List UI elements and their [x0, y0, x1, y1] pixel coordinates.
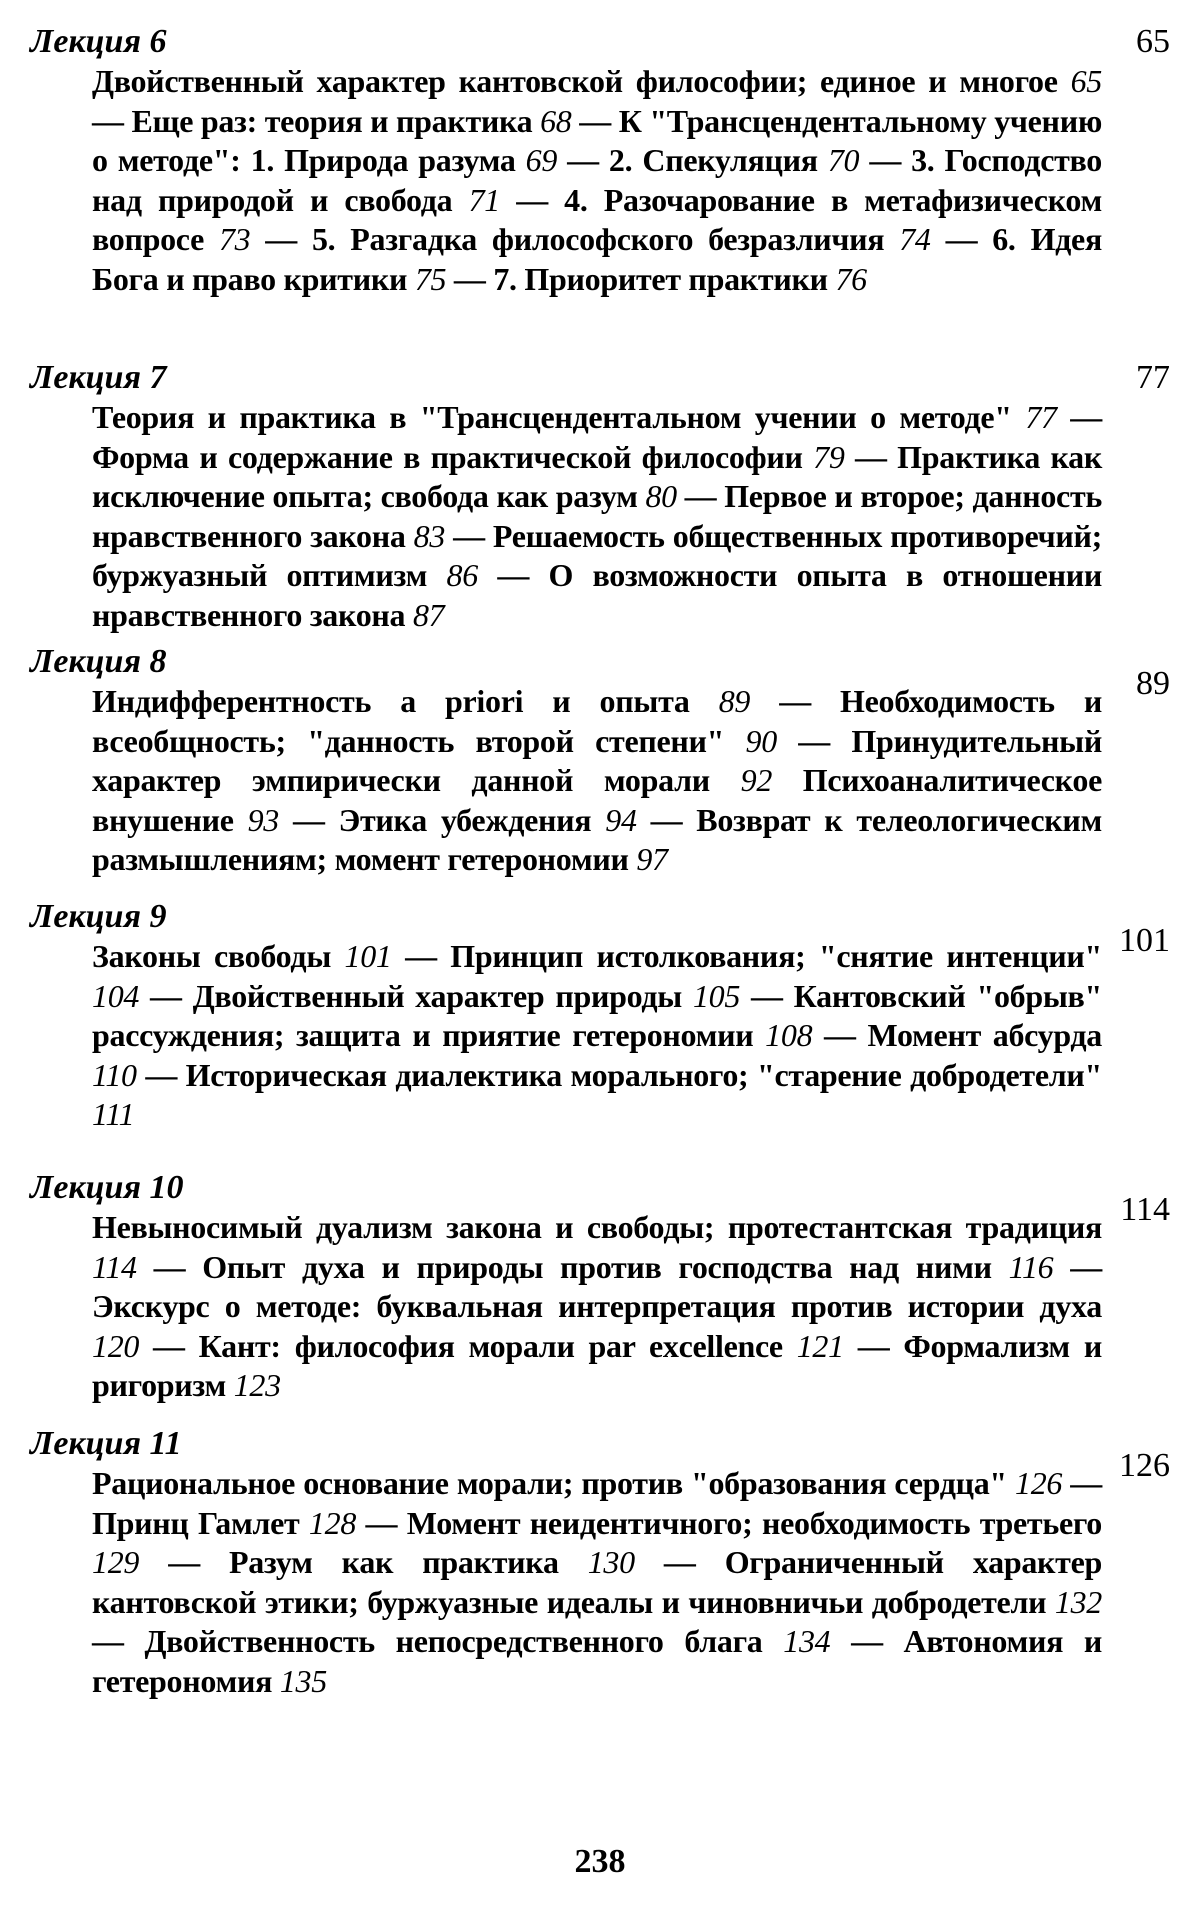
page-reference: 70 — [827, 142, 860, 178]
contents-text: — Кантовский "обрыв" рассуждения; защита и приятие гетерономии — [92, 977, 1102, 1053]
page-reference: 126 — [1015, 1465, 1063, 1501]
page-reference: 65 — [1070, 63, 1102, 99]
lecture-page-number: 65 — [1136, 23, 1170, 60]
lecture-page-number: 126 — [1119, 1447, 1170, 1484]
contents-text: — Принудительный характер эмпирически данной морали — [92, 722, 1102, 798]
page-reference: 92 — [740, 762, 773, 798]
contents-text: — Опыт духа и природы против господства над ними — [136, 1248, 1009, 1285]
contents-text: Законы свободы — [92, 938, 345, 974]
contents-text: — Момент абсурда — [812, 1017, 1102, 1053]
lecture-page-number: 77 — [1136, 359, 1170, 396]
lecture-title: Лекция 9 — [30, 898, 167, 935]
contents-text: — О возможности опыта в отношении нравственного закона — [92, 557, 1102, 633]
contents-text: — Еще раз: теория и практика — [92, 102, 541, 139]
contents-text: — Автономия и гетерономия — [92, 1623, 1102, 1699]
contents-text: — Первое и второе; данность нравственного закона — [92, 478, 1102, 554]
page-reference: 105 — [692, 977, 741, 1014]
contents-text: — Этика убеждения — [278, 801, 606, 838]
lecture-page-number: 89 — [1136, 665, 1170, 702]
page-reference: 97 — [636, 841, 668, 877]
contents-text: — Кант: философия морали par excellence — [139, 1327, 797, 1364]
page-reference: 76 — [835, 260, 867, 297]
contents-text: — Историческая диалектика морального; "старение добродетели" — [136, 1056, 1102, 1093]
page-reference: 111 — [92, 1096, 135, 1132]
page-reference: 135 — [279, 1662, 327, 1699]
page-reference: 75 — [414, 260, 447, 297]
contents-text: — 5. Разгадка философского безразличия — [250, 221, 900, 257]
contents-text: — Двойственный характер природы — [139, 977, 693, 1014]
page-reference: 123 — [233, 1367, 281, 1403]
page-reference: 121 — [796, 1327, 844, 1364]
lecture-entry — [30, 358, 1170, 635]
page-number: 238 — [574, 1843, 626, 1880]
lecture-entry — [30, 897, 1170, 1135]
page-reference: 94 — [605, 801, 637, 838]
page-reference: 132 — [1054, 1583, 1102, 1620]
page-reference: 101 — [344, 938, 392, 974]
lecture-page-number: 101 — [1119, 922, 1170, 959]
lecture-entry — [30, 1168, 1170, 1406]
page-reference: 128 — [308, 1504, 357, 1541]
page-reference: 130 — [587, 1544, 635, 1580]
lecture-contents — [92, 62, 1102, 299]
contents-text: — Двойственность непосредственного блага — [92, 1623, 784, 1659]
lecture-contents — [92, 1208, 1102, 1406]
page-reference: 134 — [783, 1623, 831, 1659]
contents-text: Рациональное основание морали; против "образования сердца" — [92, 1465, 1016, 1501]
lecture-contents — [92, 398, 1102, 635]
lecture-title: Лекция 10 — [30, 1169, 184, 1206]
lecture-title: Лекция 8 — [30, 643, 167, 680]
page-reference: 87 — [412, 596, 445, 633]
page-reference: 83 — [413, 517, 446, 554]
page-reference: 110 — [92, 1056, 137, 1093]
lecture-contents — [92, 937, 1102, 1135]
page-reference: 120 — [92, 1327, 140, 1364]
contents-text: — 7. Приоритет практики — [446, 260, 836, 297]
contents-text: — Принц Гамлет — [92, 1465, 1102, 1541]
contents-text: — Принцип истолкования; "снятие интенции" — [391, 938, 1102, 974]
contents-text: — 6. Идея Бога и право критики — [92, 221, 1102, 297]
contents-text: Психоаналитическое внушение — [92, 762, 1102, 838]
lecture-contents — [92, 1464, 1102, 1701]
contents-text: Невыносимый дуализм закона и свободы; протестантская традиция — [92, 1209, 1102, 1245]
page-reference: 89 — [718, 683, 751, 719]
page-reference: 80 — [645, 478, 677, 514]
page-reference: 79 — [813, 438, 845, 475]
page-reference: 86 — [446, 557, 478, 593]
contents-text: — Необходимость и всеобщность; "данность второй степени" — [92, 683, 1102, 759]
page-reference: 93 — [247, 801, 279, 838]
contents-text: — Экскурс о методе: буквальная интерпретация против истории духа — [92, 1248, 1102, 1324]
lecture-page-number: 114 — [1120, 1191, 1170, 1228]
contents-text: — Разум как практика — [139, 1544, 588, 1580]
page-reference: 90 — [745, 722, 777, 759]
contents-text: — Форма и содержание в практической философии — [92, 399, 1102, 475]
lecture-title: Лекция 11 — [30, 1425, 182, 1462]
contents-text: — 2. Спекуляция — [557, 142, 828, 178]
contents-text: — 3. Господство над природой и свобода — [92, 142, 1102, 218]
page-reference: 129 — [92, 1544, 140, 1580]
page-reference: 73 — [218, 221, 251, 257]
contents-text: Двойственный характер кантовской философии; единое и многое — [92, 63, 1071, 99]
contents-text: Теория и практика в "Трансцендентальном учении о методе" — [92, 399, 1026, 435]
lecture-entry — [30, 642, 1170, 880]
contents-text: — К "Трансцендентальному учению о методе": 1. Природа разума — [92, 102, 1102, 178]
lecture-title: Лекция 7 — [30, 359, 167, 396]
lecture-entry — [30, 1424, 1170, 1701]
contents-text: — 4. Разочарование в метафизическом вопросе — [92, 181, 1102, 257]
lecture-title: Лекция 6 — [30, 23, 167, 60]
lecture-entry — [30, 22, 1170, 299]
contents-text: — Решаемость общественных противоречий; буржуазный оптимизм — [92, 517, 1102, 593]
page-reference: 77 — [1025, 399, 1057, 435]
contents-text: — Возврат к телеологическим размышлениям; момент гетерономии — [92, 801, 1102, 877]
page-reference: 114 — [92, 1248, 137, 1285]
page-reference: 116 — [1008, 1248, 1054, 1285]
contents-text: — Практика как исключение опыта; свобода как разум — [92, 438, 1102, 514]
page-reference: 108 — [765, 1017, 813, 1053]
contents-text: — Момент неидентичного; необходимость третьего — [356, 1504, 1102, 1541]
page-reference: 104 — [92, 977, 140, 1014]
page-reference: 68 — [540, 102, 572, 139]
contents-text: — Формализм и ригоризм — [92, 1327, 1102, 1403]
lecture-contents — [92, 682, 1102, 880]
page-reference: 71 — [468, 181, 500, 218]
page-reference: 74 — [899, 221, 931, 257]
contents-text: — Ограниченный характер кантовской этики; буржуазные идеалы и чиновничьи добродетели — [92, 1544, 1102, 1620]
page-reference: 69 — [525, 142, 558, 178]
contents-text: Индифферентность a priori и опыта — [92, 683, 719, 719]
